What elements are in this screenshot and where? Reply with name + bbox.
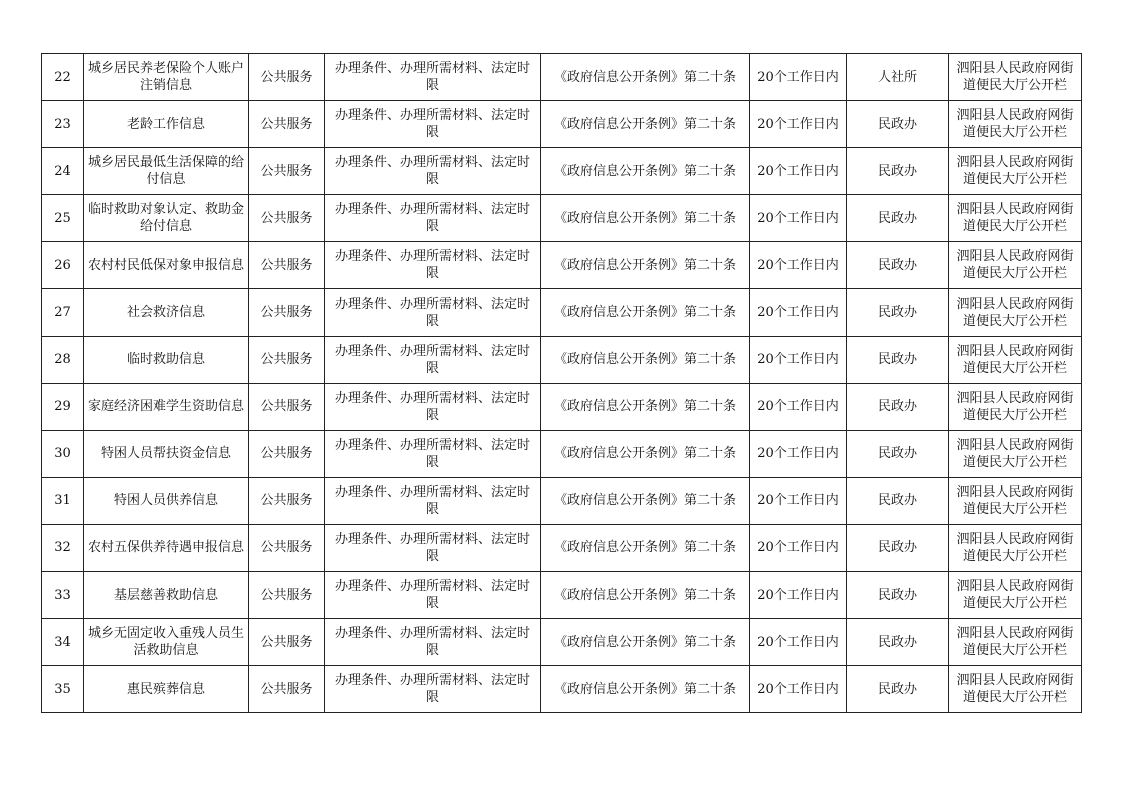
responsible-agency: 民政办 [847, 524, 949, 571]
disclosure-channel: 泗阳县人民政府网街道便民大厅公开栏 [949, 101, 1082, 148]
item-name: 城乡居民最低生活保障的给付信息 [84, 148, 249, 195]
responsible-agency: 人社所 [847, 54, 949, 101]
disclosure-content: 办理条件、办理所需材料、法定时限 [325, 336, 541, 383]
row-number: 26 [42, 242, 84, 289]
responsible-agency: 民政办 [847, 383, 949, 430]
time-limit: 20个工作日内 [750, 336, 847, 383]
row-number: 22 [42, 54, 84, 101]
disclosure-table [41, 53, 1082, 713]
disclosure-channel: 泗阳县人民政府网街道便民大厅公开栏 [949, 242, 1082, 289]
table-row [42, 242, 1082, 289]
time-limit: 20个工作日内 [750, 477, 847, 524]
table-row [42, 148, 1082, 195]
row-number: 32 [42, 524, 84, 571]
table-row [42, 430, 1082, 477]
disclosure-channel: 泗阳县人民政府网街道便民大厅公开栏 [949, 336, 1082, 383]
disclosure-channel: 泗阳县人民政府网街道便民大厅公开栏 [949, 524, 1082, 571]
item-name: 农村村民低保对象申报信息 [84, 242, 249, 289]
legal-basis: 《政府信息公开条例》第二十条 [541, 54, 750, 101]
legal-basis: 《政府信息公开条例》第二十条 [541, 289, 750, 336]
time-limit: 20个工作日内 [750, 242, 847, 289]
disclosure-channel: 泗阳县人民政府网街道便民大厅公开栏 [949, 383, 1082, 430]
disclosure-channel: 泗阳县人民政府网街道便民大厅公开栏 [949, 572, 1082, 619]
item-name: 城乡居民养老保险个人账户注销信息 [84, 54, 249, 101]
table-row [42, 524, 1082, 571]
table-row [42, 477, 1082, 524]
item-category: 公共服务 [249, 289, 325, 336]
row-number: 33 [42, 572, 84, 619]
table-row [42, 666, 1082, 713]
disclosure-content: 办理条件、办理所需材料、法定时限 [325, 524, 541, 571]
item-category: 公共服务 [249, 101, 325, 148]
disclosure-content: 办理条件、办理所需材料、法定时限 [325, 666, 541, 713]
disclosure-channel: 泗阳县人民政府网街道便民大厅公开栏 [949, 430, 1082, 477]
responsible-agency: 民政办 [847, 572, 949, 619]
disclosure-channel: 泗阳县人民政府网街道便民大厅公开栏 [949, 289, 1082, 336]
time-limit: 20个工作日内 [750, 524, 847, 571]
responsible-agency: 民政办 [847, 195, 949, 242]
item-category: 公共服务 [249, 148, 325, 195]
item-name: 临时救助信息 [84, 336, 249, 383]
responsible-agency: 民政办 [847, 101, 949, 148]
legal-basis: 《政府信息公开条例》第二十条 [541, 430, 750, 477]
disclosure-content: 办理条件、办理所需材料、法定时限 [325, 619, 541, 666]
legal-basis: 《政府信息公开条例》第二十条 [541, 336, 750, 383]
item-name: 惠民殡葬信息 [84, 666, 249, 713]
time-limit: 20个工作日内 [750, 54, 847, 101]
time-limit: 20个工作日内 [750, 430, 847, 477]
table-row [42, 383, 1082, 430]
row-number: 24 [42, 148, 84, 195]
item-name: 临时救助对象认定、救助金给付信息 [84, 195, 249, 242]
legal-basis: 《政府信息公开条例》第二十条 [541, 524, 750, 571]
table-row [42, 336, 1082, 383]
disclosure-content: 办理条件、办理所需材料、法定时限 [325, 242, 541, 289]
time-limit: 20个工作日内 [750, 289, 847, 336]
responsible-agency: 民政办 [847, 289, 949, 336]
responsible-agency: 民政办 [847, 336, 949, 383]
disclosure-content: 办理条件、办理所需材料、法定时限 [325, 54, 541, 101]
legal-basis: 《政府信息公开条例》第二十条 [541, 619, 750, 666]
disclosure-content: 办理条件、办理所需材料、法定时限 [325, 289, 541, 336]
row-number: 31 [42, 477, 84, 524]
time-limit: 20个工作日内 [750, 619, 847, 666]
item-category: 公共服务 [249, 336, 325, 383]
responsible-agency: 民政办 [847, 666, 949, 713]
disclosure-channel: 泗阳县人民政府网街道便民大厅公开栏 [949, 666, 1082, 713]
legal-basis: 《政府信息公开条例》第二十条 [541, 666, 750, 713]
disclosure-content: 办理条件、办理所需材料、法定时限 [325, 195, 541, 242]
item-category: 公共服务 [249, 195, 325, 242]
disclosure-channel: 泗阳县人民政府网街道便民大厅公开栏 [949, 195, 1082, 242]
legal-basis: 《政府信息公开条例》第二十条 [541, 572, 750, 619]
legal-basis: 《政府信息公开条例》第二十条 [541, 242, 750, 289]
responsible-agency: 民政办 [847, 619, 949, 666]
row-number: 35 [42, 666, 84, 713]
table-row [42, 572, 1082, 619]
time-limit: 20个工作日内 [750, 195, 847, 242]
time-limit: 20个工作日内 [750, 572, 847, 619]
item-name: 社会救济信息 [84, 289, 249, 336]
item-category: 公共服务 [249, 383, 325, 430]
disclosure-channel: 泗阳县人民政府网街道便民大厅公开栏 [949, 54, 1082, 101]
disclosure-content: 办理条件、办理所需材料、法定时限 [325, 101, 541, 148]
item-name: 基层慈善救助信息 [84, 572, 249, 619]
legal-basis: 《政府信息公开条例》第二十条 [541, 477, 750, 524]
disclosure-content: 办理条件、办理所需材料、法定时限 [325, 430, 541, 477]
disclosure-content: 办理条件、办理所需材料、法定时限 [325, 477, 541, 524]
row-number: 25 [42, 195, 84, 242]
item-name: 老龄工作信息 [84, 101, 249, 148]
legal-basis: 《政府信息公开条例》第二十条 [541, 148, 750, 195]
legal-basis: 《政府信息公开条例》第二十条 [541, 383, 750, 430]
item-category: 公共服务 [249, 524, 325, 571]
disclosure-content: 办理条件、办理所需材料、法定时限 [325, 383, 541, 430]
row-number: 23 [42, 101, 84, 148]
responsible-agency: 民政办 [847, 430, 949, 477]
row-number: 30 [42, 430, 84, 477]
item-name: 特困人员帮扶资金信息 [84, 430, 249, 477]
item-category: 公共服务 [249, 666, 325, 713]
item-name: 农村五保供养待遇申报信息 [84, 524, 249, 571]
item-category: 公共服务 [249, 572, 325, 619]
responsible-agency: 民政办 [847, 477, 949, 524]
disclosure-content: 办理条件、办理所需材料、法定时限 [325, 572, 541, 619]
row-number: 27 [42, 289, 84, 336]
table-row [42, 101, 1082, 148]
legal-basis: 《政府信息公开条例》第二十条 [541, 195, 750, 242]
item-category: 公共服务 [249, 54, 325, 101]
legal-basis: 《政府信息公开条例》第二十条 [541, 101, 750, 148]
time-limit: 20个工作日内 [750, 148, 847, 195]
responsible-agency: 民政办 [847, 242, 949, 289]
item-name: 家庭经济困难学生资助信息 [84, 383, 249, 430]
item-category: 公共服务 [249, 430, 325, 477]
table-row [42, 54, 1082, 101]
time-limit: 20个工作日内 [750, 383, 847, 430]
item-category: 公共服务 [249, 242, 325, 289]
time-limit: 20个工作日内 [750, 666, 847, 713]
row-number: 29 [42, 383, 84, 430]
item-category: 公共服务 [249, 619, 325, 666]
table-row [42, 195, 1082, 242]
table-row [42, 619, 1082, 666]
disclosure-channel: 泗阳县人民政府网街道便民大厅公开栏 [949, 477, 1082, 524]
disclosure-content: 办理条件、办理所需材料、法定时限 [325, 148, 541, 195]
item-name: 城乡无固定收入重残人员生活救助信息 [84, 619, 249, 666]
disclosure-channel: 泗阳县人民政府网街道便民大厅公开栏 [949, 148, 1082, 195]
row-number: 34 [42, 619, 84, 666]
disclosure-channel: 泗阳县人民政府网街道便民大厅公开栏 [949, 619, 1082, 666]
item-category: 公共服务 [249, 477, 325, 524]
table-row [42, 289, 1082, 336]
row-number: 28 [42, 336, 84, 383]
item-name: 特困人员供养信息 [84, 477, 249, 524]
time-limit: 20个工作日内 [750, 101, 847, 148]
responsible-agency: 民政办 [847, 148, 949, 195]
